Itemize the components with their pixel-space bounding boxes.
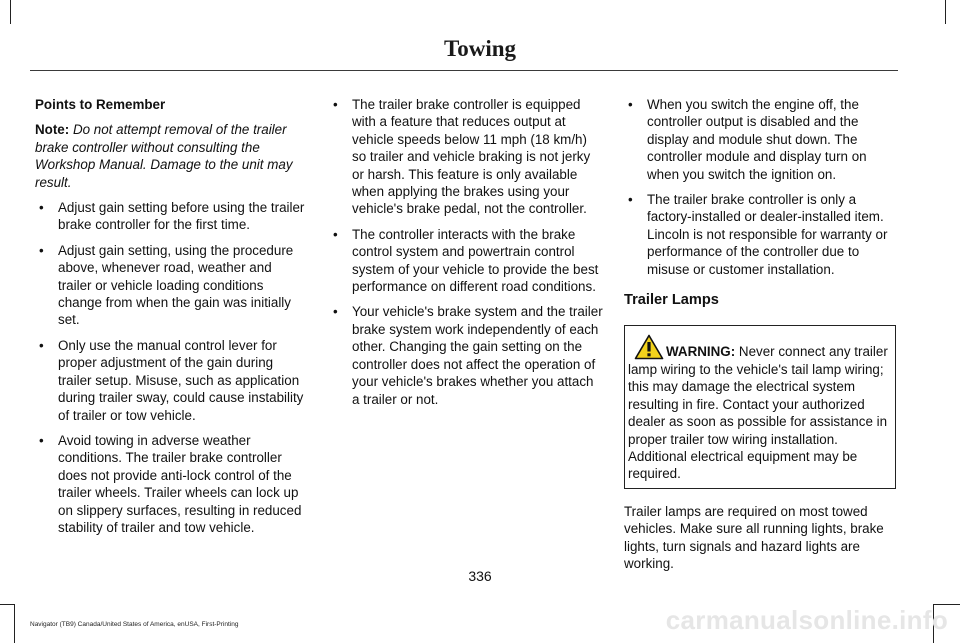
header-divider bbox=[30, 70, 898, 71]
list-item: • Your vehicle's brake system and the trailer brake system work independently of each other. Changing the gain setting on the controller does not affect the operation of your vehicle's brakes whether you attach a trailer or not. bbox=[329, 303, 603, 407]
column-left bbox=[35, 96, 307, 544]
list-item: • The trailer brake controller is equipped with a feature that reduces output at vehicle speeds below 11 mph (18 km/h) so trailer and vehicle braking is not jerky or harsh. This feature is only available when applying the brakes using your vehicle's brake pedal, not the controller. bbox=[329, 96, 603, 218]
note-label: Note: bbox=[35, 122, 70, 138]
list-item: • When you switch the engine off, the controller output is disabled and the display and module shut down. The controller module and display turn on when you switch the ignition on. bbox=[624, 96, 896, 183]
column-right bbox=[624, 96, 896, 572]
note-paragraph bbox=[35, 121, 307, 191]
warning-text: Never connect any trailer lamp wiring to the vehicle's tail lamp wiring; this may damage the electrical system resulting in fire. Contact your authorized dealer as soon as possible for assistance in proper trailer tow wiring installation. Additional electrical equipment may be required. bbox=[628, 344, 888, 482]
page-number: 336 bbox=[468, 568, 492, 584]
crop-mark-bottom-left bbox=[14, 604, 15, 643]
points-list bbox=[35, 199, 307, 536]
trailer-lamps-heading: Trailer Lamps bbox=[624, 292, 719, 309]
trailer-lamps-paragraph: Trailer lamps are required on most towed vehicles. Make sure all running lights, brake lights, turn signals and hazard lights are working. bbox=[624, 503, 884, 571]
list-item: • Adjust gain setting, using the procedure above, whenever road, weather and trailer or vehicle loading conditions change from when the gain was initially set. bbox=[35, 242, 307, 329]
page-title: Towing bbox=[443, 36, 517, 61]
crop-mark-top-right bbox=[945, 0, 946, 24]
list-item: • Only use the manual control lever for proper adjustment of the gain during trailer setup. Misuse, such as application during trailer sway, could cause instability of trailer or tow vehicle. bbox=[35, 337, 307, 424]
note-text: Do not attempt removal of the trailer brake controller without consulting the Workshop Manual. Damage to the unit may result. bbox=[35, 122, 293, 190]
warning-triangle-icon bbox=[634, 334, 664, 360]
edition-footer: Navigator (TB9) Canada/United States of America, enUSA, First-Printing bbox=[30, 621, 239, 628]
crop-mark-top-left bbox=[10, 0, 11, 24]
warning-label: WARNING: bbox=[666, 344, 736, 360]
list-item: • Adjust gain setting before using the trailer brake controller for the first time. bbox=[35, 199, 307, 234]
controller-list-continued bbox=[624, 96, 896, 278]
points-heading: Points to Remember bbox=[35, 97, 166, 112]
list-item: • The controller interacts with the brake control system and powertrain control system of your vehicle to provide the best performance on different road conditions. bbox=[329, 226, 603, 296]
crop-mark-bottom-left-h bbox=[0, 604, 15, 605]
list-item: • The trailer brake controller is only a factory-installed or dealer-installed item. Lincoln is not responsible for warranty or performance of the controller due to misuse or customer installation. bbox=[624, 191, 896, 278]
list-item: • Avoid towing in adverse weather conditions. The trailer brake controller does not provide anti-lock control of the trailer wheels. Trailer wheels can lock up on slippery surfaces, resulting in reduced stability of trailer and tow vehicle. bbox=[35, 432, 307, 536]
controller-list bbox=[329, 96, 603, 408]
site-watermark: carmanualsonline.info bbox=[665, 605, 948, 635]
column-middle bbox=[329, 96, 603, 416]
warning-box bbox=[624, 325, 896, 488]
